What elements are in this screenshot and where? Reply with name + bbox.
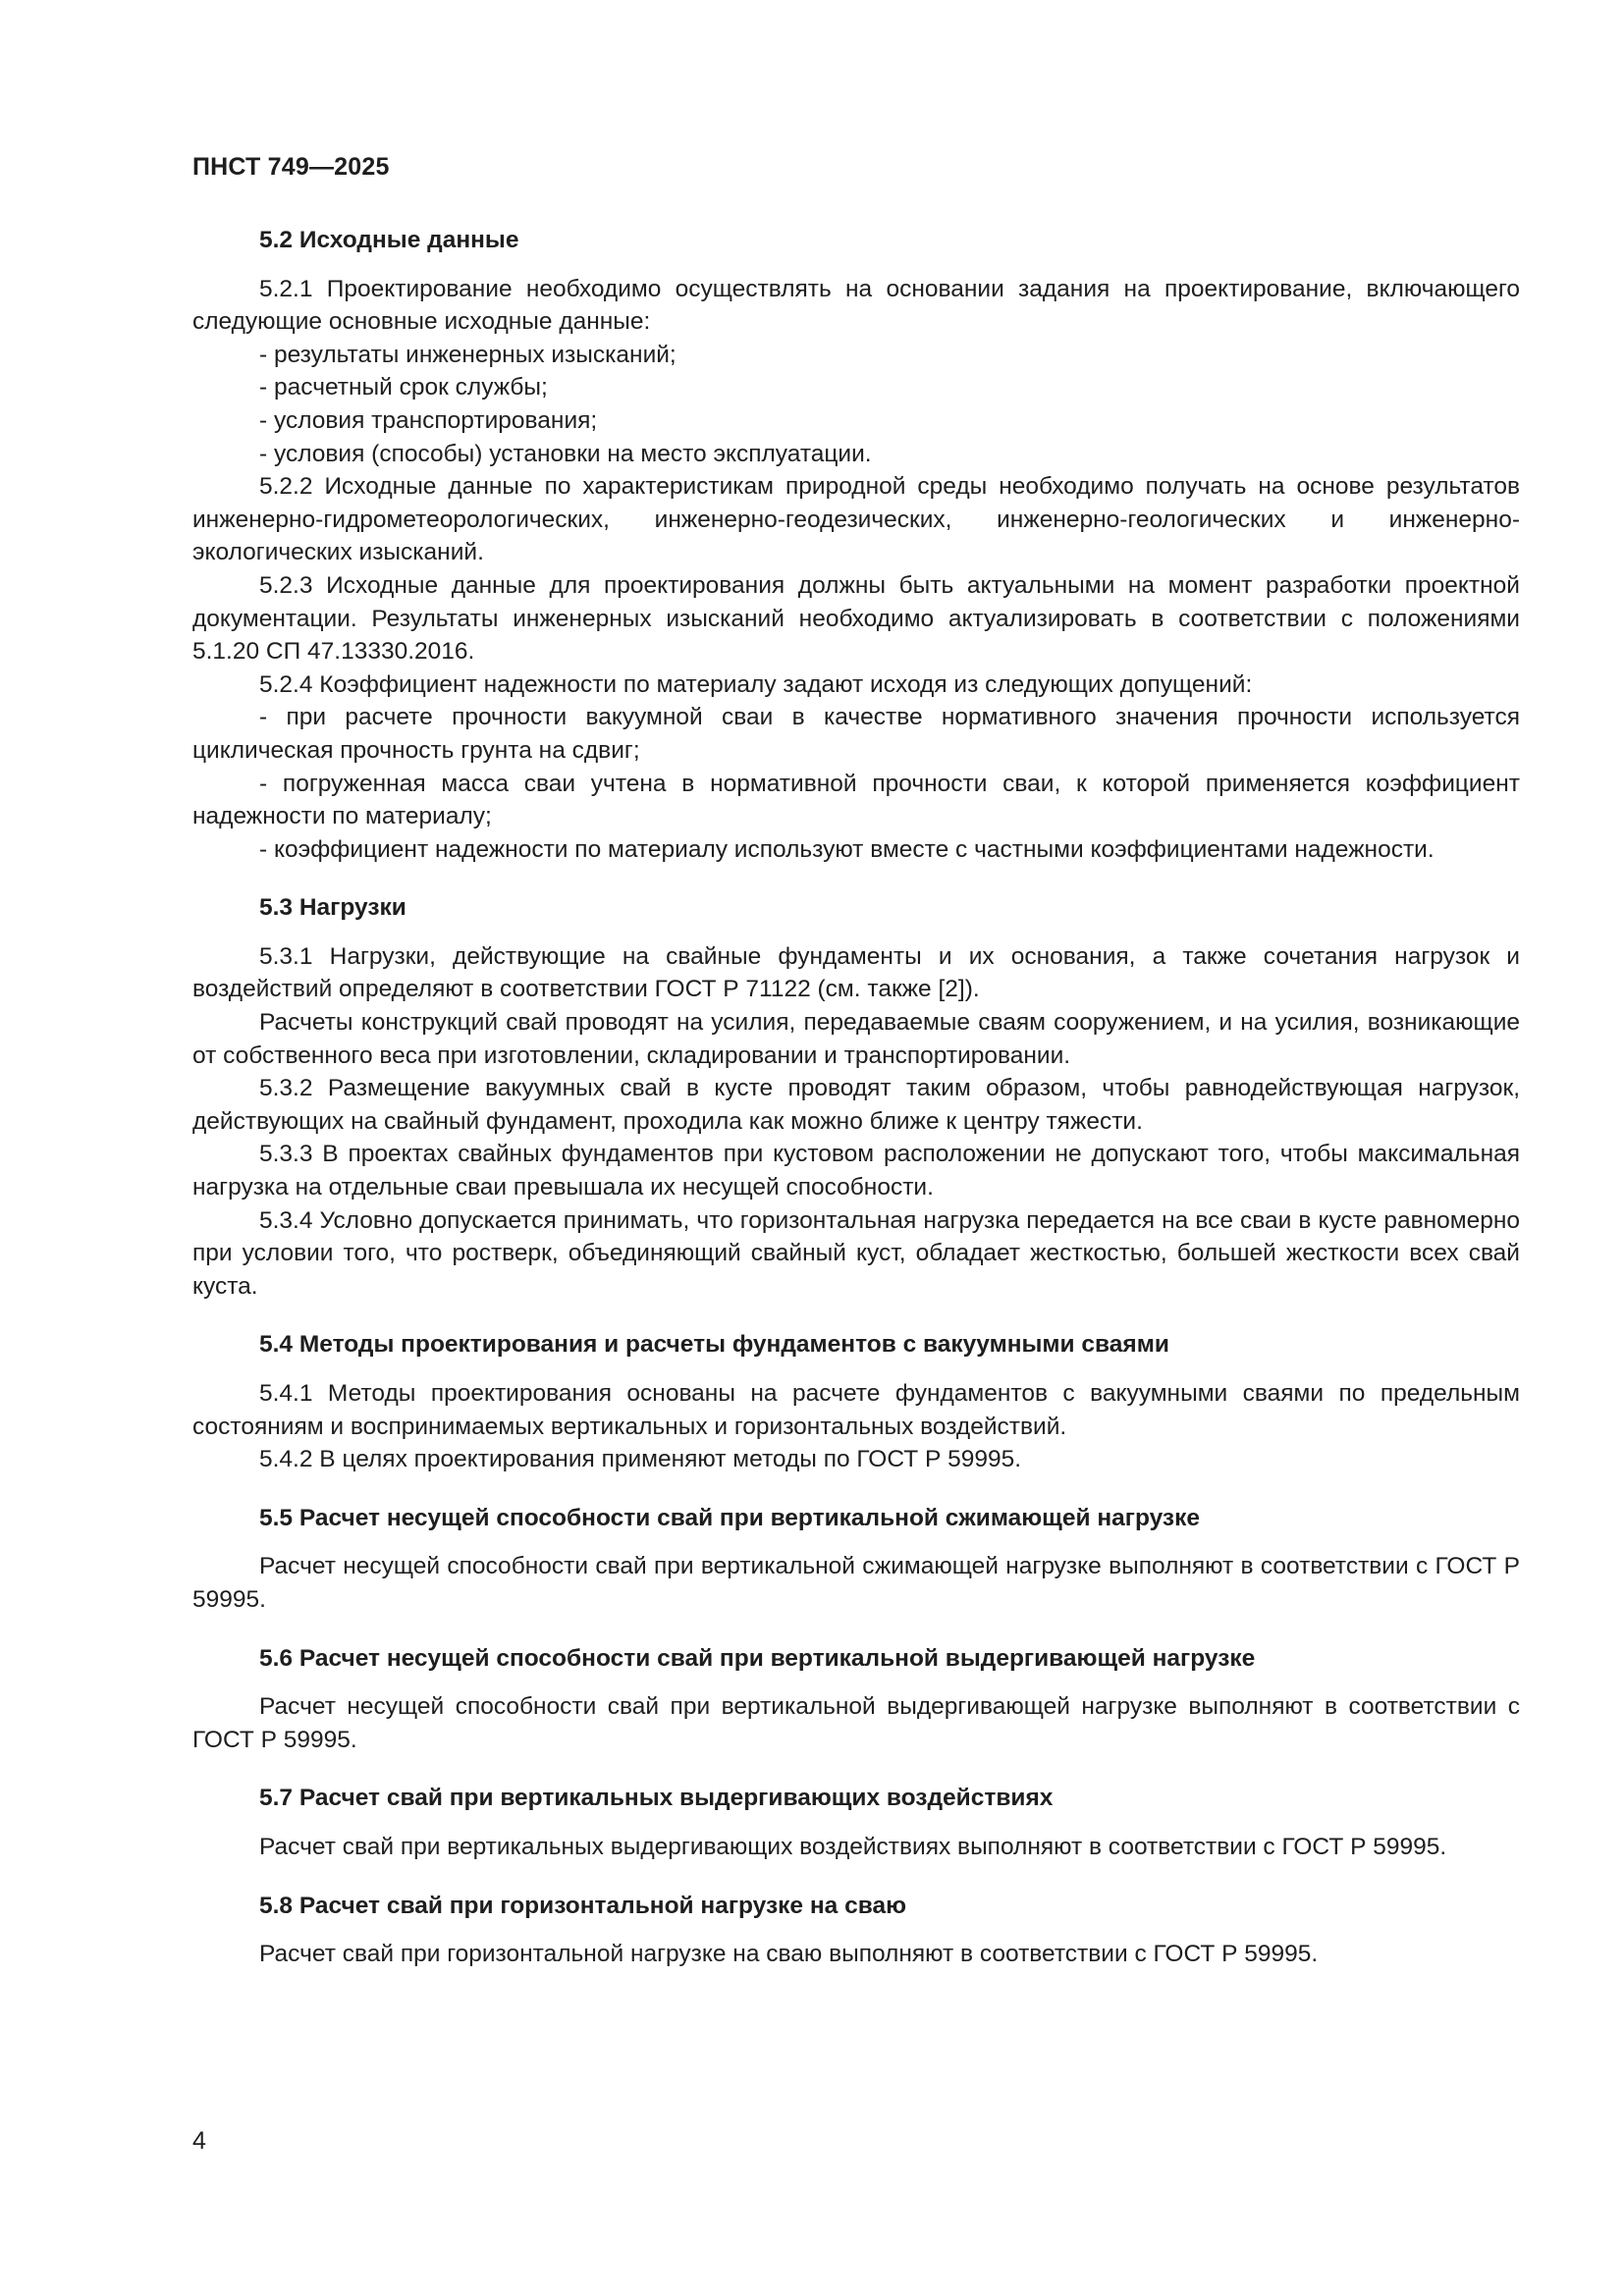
paragraph-5-4-2: 5.4.2 В целях проектирования применяют методы по ГОСТ Р 59995. (259, 1446, 1022, 1473)
paragraph: Расчет несущей способности свай при вертикальной выдергивающей нагрузке выполняют в соответствии с ГОСТ Р 59995. (192, 1693, 1520, 1753)
list-item: - при расчете прочности вакуумной сваи в качестве нормативного значения прочности используется циклическая прочность грунта на сдвиг; (192, 704, 1520, 764)
paragraph-5-3-2: 5.3.2 Размещение вакуумных свай в кусте проводят таким образом, чтобы равнодействующая нагрузок, действующих на свайный фундамент, проходила как можно ближе к центру тяжести. (192, 1075, 1520, 1135)
list-item: - погруженная масса сваи учтена в нормативной прочности сваи, к которой применяется коэффициент надежности по материалу; (192, 770, 1520, 830)
section-heading-5-6: 5.6 Расчет несущей способности свай при вертикальной выдергивающей нагрузке (259, 1644, 1256, 1672)
paragraph-5-2-3: 5.2.3 Исходные данные для проектирования должны быть актуальными на момент разработки проектной документации. Результаты инженерных изысканий необходимо актуализировать в соответствии с положениями 5.1.20 СП 47.13330.2016. (192, 571, 1520, 666)
list-item: - коэффициент надежности по материалу используют вместе с частными коэффициентами надежности. (259, 835, 1435, 863)
list-item: - условия (способы) установки на место эксплуатации. (259, 440, 872, 467)
paragraph-5-2-2: 5.2.2 Исходные данные по характеристикам природной среды необходимо получать на основе результатов инженерно-гидрометеорологических, инженерно-геодезических, инженерно-геологических и инженерно-экологических изысканий. (192, 473, 1520, 566)
page-number: 4 (192, 2127, 206, 2155)
list-item: - результаты инженерных изысканий; (259, 341, 677, 368)
list-item: - условия транспортирования; (259, 406, 598, 434)
paragraph-5-3-3: 5.3.3 В проектах свайных фундаментов при кустовом расположении не допускают того, чтобы максимальная нагрузка на отдельные сваи превышала их несущей способности. (192, 1141, 1520, 1201)
document-code: ПНСТ 749—2025 (192, 153, 390, 181)
section-heading-5-2: 5.2 Исходные данные (259, 227, 519, 253)
page-content (192, 224, 1520, 1971)
section-heading-5-7: 5.7 Расчет свай при вертикальных выдергивающих воздействиях (259, 1785, 1054, 1812)
paragraph-5-3-4: 5.3.4 Условно допускается принимать, что горизонтальная нагрузка передается на все сваи в кусте равномерно при условии того, что ростверк, объединяющий свайный куст, обладает жесткостью, большей жесткости всех свай куста. (192, 1206, 1520, 1300)
paragraph: Расчет несущей способности свай при вертикальной сжимающей нагрузке выполняют в соответствии с ГОСТ Р 59995. (192, 1553, 1520, 1613)
section-heading-5-5: 5.5 Расчет несущей способности свай при вертикальной сжимающей нагрузке (259, 1504, 1200, 1531)
paragraph-5-2-1: 5.2.1 Проектирование необходимо осуществлять на основании задания на проектирование, включающего следующие основные исходные данные: (192, 275, 1520, 336)
paragraph: Расчеты конструкций свай проводят на усилия, передаваемые сваям сооружением, и на усилия, возникающие от собственного веса при изготовлении, складировании и транспортировании. (192, 1009, 1520, 1069)
paragraph: Расчет свай при горизонтальной нагрузке на сваю выполняют в соответствии с ГОСТ Р 59995. (259, 1941, 1319, 1968)
paragraph-5-4-1: 5.4.1 Методы проектирования основаны на расчете фундаментов с вакуумными сваями по предельным состояниям и воспринимаемых вертикальных и горизонтальных воздействий. (192, 1380, 1520, 1440)
section-heading-5-4: 5.4 Методы проектирования и расчеты фундаментов с вакуумными сваями (259, 1331, 1169, 1359)
paragraph: Расчет свай при вертикальных выдергивающих воздействиях выполняют в соответствии с ГОСТ Р 59995. (259, 1833, 1447, 1860)
list-item: - расчетный срок службы; (259, 374, 548, 401)
section-heading-5-8: 5.8 Расчет свай при горизонтальной нагрузке на сваю (259, 1892, 906, 1919)
paragraph-5-3-1: 5.3.1 Нагрузки, действующие на свайные фундаменты и их основания, а также сочетания нагрузок и воздействий определяют в соответствии ГОСТ Р 71122 (см. также [2]). (192, 942, 1520, 1003)
section-heading-5-3: 5.3 Нагрузки (259, 894, 406, 922)
paragraph-5-2-4: 5.2.4 Коэффициент надежности по материалу задают исходя из следующих допущений: (259, 670, 1253, 698)
